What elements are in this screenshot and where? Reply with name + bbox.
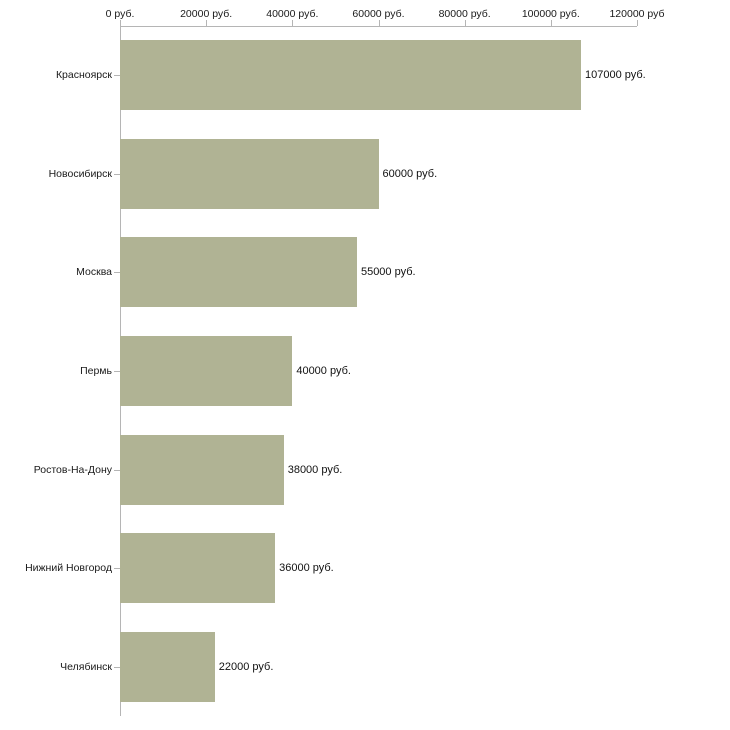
bar-value-label: 38000 руб. (287, 463, 343, 476)
x-tick-label: 60000 руб. (352, 8, 405, 20)
bar-value-label: 60000 руб. (382, 167, 438, 180)
bars-container (120, 26, 646, 716)
x-tick-label: 100000 руб. (521, 8, 580, 20)
bar-value-label: 107000 руб. (584, 69, 646, 82)
bar-row (120, 237, 637, 307)
bar-value-label: 55000 руб. (360, 266, 416, 279)
y-category-label: Ростов-На-Дону (33, 463, 112, 476)
x-tick-label: 0 руб. (105, 8, 135, 20)
bar[interactable] (120, 533, 275, 603)
bar-row (120, 139, 637, 209)
bar[interactable] (120, 237, 357, 307)
y-category-label: Челябинск (60, 660, 112, 673)
x-tick-label: 120000 руб (609, 8, 665, 20)
y-category-label: Москва (76, 266, 112, 279)
bar[interactable] (120, 632, 215, 702)
bar-value-label: 36000 руб. (279, 562, 334, 575)
x-tick-label: 80000 руб. (438, 8, 491, 20)
bar-row (120, 336, 637, 406)
bar[interactable] (120, 336, 292, 406)
x-tick-label: 20000 руб. (180, 8, 233, 20)
y-category-label: Пермь (80, 365, 112, 377)
y-category-label: Нижний Новгород (25, 562, 112, 575)
bar-row (120, 435, 637, 505)
bar[interactable] (120, 139, 379, 209)
bar[interactable] (120, 40, 581, 110)
bar-value-label: 22000 руб. (218, 660, 274, 673)
bar[interactable] (120, 435, 284, 505)
bar-row (120, 632, 637, 702)
bar-row (120, 40, 646, 110)
y-category-label: Красноярск (55, 69, 112, 82)
y-category-label: Новосибирск (48, 167, 112, 180)
bar-row (120, 533, 637, 603)
bar-value-label: 40000 руб. (296, 365, 351, 377)
x-tick-mark (637, 20, 638, 26)
x-tick-label: 40000 руб. (266, 8, 319, 20)
